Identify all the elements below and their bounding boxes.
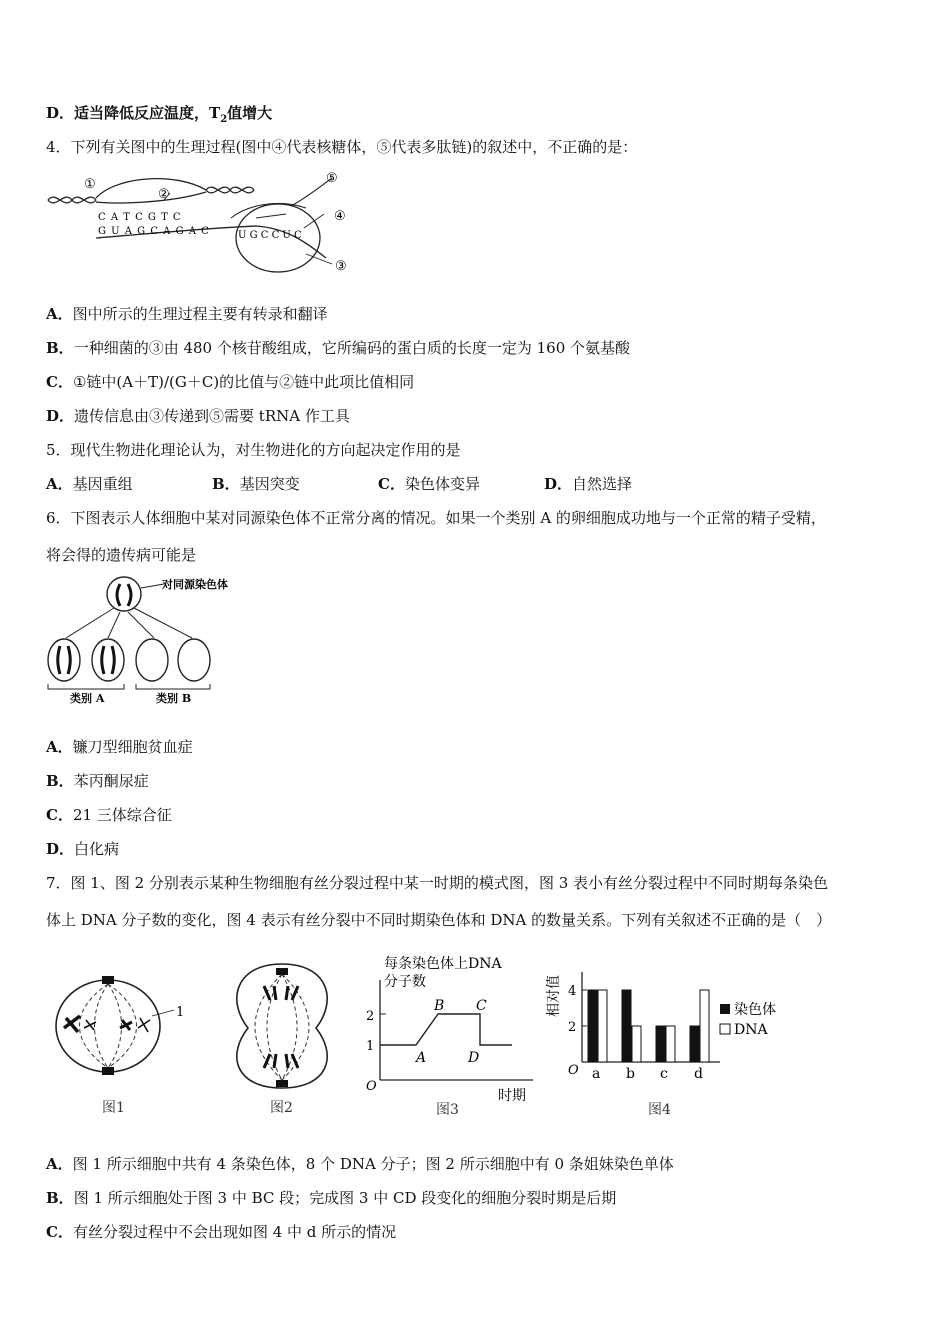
fig3-dna-per-chromosome-line — [380, 1014, 512, 1045]
fig4-ylabel: 相对值 — [546, 975, 562, 1017]
q7-figure-1-metaphase — [50, 970, 200, 1120]
q7-figure-3-line-chart — [358, 950, 543, 1120]
q7-figure-4-bar-chart — [542, 968, 802, 1120]
fig4-ytick-label: 2 — [568, 1020, 577, 1035]
legend-chromosome-swatch — [720, 1004, 730, 1014]
fig3-origin: O — [366, 1079, 377, 1094]
fig4-category-label: a — [592, 1066, 601, 1082]
q7-option-a: A．图 1 所示细胞中共有 4 条染色体，8 个 DNA 分子；图 2 所示细胞中有 0 条姐妹染色单体 — [46, 1155, 674, 1173]
q7-option-b: B．图 1 所示细胞处于图 3 中 BC 段；完成图 3 中 CD 段变化的细胞分裂时期是后期 — [46, 1189, 617, 1207]
q4-option-c: C．①链中(A＋T)/(G＋C)的比值与②链中此项比值相同 — [46, 373, 415, 391]
bar-b-dna — [632, 1026, 641, 1062]
fig3-point-a: A — [416, 1050, 427, 1066]
bar-c-chromosome — [656, 1026, 665, 1062]
fig4-category-label: d — [694, 1066, 703, 1082]
q4-option-d: D．遗传信息由③传递到⑤需要 tRNA 作工具 — [46, 407, 350, 425]
q4-option-b: B．一种细菌的③由 480 个核苷酸组成，它所编码的蛋白质的长度一定为 160 个氨基酸 — [46, 339, 631, 357]
bar-a-dna — [598, 990, 607, 1062]
q4-figure-transcription-translation — [46, 168, 356, 278]
bar-b-chromosome — [622, 990, 631, 1062]
q5-option-d: D．自然选择 — [544, 475, 633, 493]
label-5: ⑤ — [326, 171, 338, 186]
bar-a-chromosome — [588, 990, 597, 1062]
fig3-point-b: B — [434, 998, 445, 1014]
category-a-label: 类别 A — [70, 692, 105, 704]
fig4-ytick-label: 4 — [568, 984, 577, 999]
label-2: ② — [158, 187, 170, 202]
q5-stem: 5．现代生物进化理论认为，对生物进化的方向起决定作用的是 — [46, 441, 461, 459]
q5-option-b: B．基因突变 — [212, 475, 300, 493]
fig3-xlabel: 时期 — [498, 1088, 526, 1104]
q7-stem-line2: 体上 DNA 分子数的变化，图 4 表示有丝分裂中不同时期染色体和 DNA 的数量关系。下列有关叙述不正确的是（ ） — [46, 911, 832, 929]
legend-dna-swatch — [720, 1024, 730, 1034]
fig2-caption: 图2 — [270, 1100, 293, 1116]
homologous-pair-label: 对同源染色体 — [162, 578, 228, 591]
q7-option-c: C．有丝分裂过程中不会出现如图 4 中 d 所示的情况 — [46, 1223, 397, 1241]
dna-bottom-sequence: G U A G C A G A C — [98, 226, 210, 237]
q6-option-a: A．镰刀型细胞贫血症 — [46, 738, 193, 756]
fig4-origin: O — [568, 1063, 579, 1078]
legend-chromosome-label: 染色体 — [734, 1002, 776, 1018]
q7-figure-2-anaphase — [226, 960, 338, 1120]
label-3: ③ — [335, 259, 347, 274]
fig1-caption: 图1 — [102, 1100, 125, 1116]
q6-option-b: B．苯丙酮尿症 — [46, 772, 149, 790]
q6-stem-line1: 6．下图表示人体细胞中某对同源染色体不正常分离的情况。如果一个类别 A 的卵细胞成功地与一个正常的精子受精， — [46, 509, 826, 527]
q6-stem-line2: 将会得的遗传病可能是 — [46, 546, 197, 564]
fig3-caption: 图3 — [436, 1102, 459, 1118]
fig4-category-label: c — [660, 1066, 668, 1082]
mrna-sequence: U G C C U C — [238, 230, 302, 241]
q6-option-c: C．21 三体综合征 — [46, 806, 172, 824]
fig3-point-d: D — [468, 1050, 480, 1066]
label-4: ④ — [334, 209, 346, 224]
fig3-point-c: C — [476, 998, 487, 1014]
legend-dna-label: DNA — [734, 1022, 768, 1038]
fig3-ylabel-line1: 每条染色体上DNA — [384, 956, 502, 972]
q4-stem: 4．下列有关图中的生理过程(图中④代表核糖体，⑤代表多肽链)的叙述中，不正确的是： — [46, 138, 638, 156]
q7-stem-line1: 7．图 1、图 2 分别表示某种生物细胞有丝分裂过程中某一时期的模式图，图 3 表小有丝分裂过程中不同时期每条染色 — [46, 874, 829, 892]
q3-option-d: D．适当降低反应温度，$T_2$值增大 — [46, 104, 273, 125]
q4-option-a: A．图中所示的生理过程主要有转录和翻译 — [46, 305, 328, 323]
dna-top-sequence: C A T C G T C — [98, 212, 182, 223]
fig4-category-label: b — [626, 1066, 635, 1082]
label-1: ① — [84, 177, 96, 192]
q5-option-c: C．染色体变异 — [378, 475, 480, 493]
fig3-ytick-2: 2 — [366, 1009, 375, 1024]
q6-figure-nondisjunction — [44, 572, 244, 704]
fig3-ylabel-line2: 分子数 — [384, 974, 426, 990]
fig1-marker: 1 — [176, 1005, 185, 1020]
fig3-ytick-1: 1 — [366, 1039, 375, 1054]
fig4-caption: 图4 — [648, 1102, 671, 1118]
bar-d-dna — [700, 990, 709, 1062]
bar-c-dna — [666, 1026, 675, 1062]
bar-d-chromosome — [690, 1026, 699, 1062]
category-b-label: 类别 B — [156, 692, 192, 704]
q5-options — [46, 474, 632, 494]
q6-option-d: D．白化病 — [46, 840, 120, 858]
q5-option-a: A．基因重组 — [46, 475, 133, 493]
